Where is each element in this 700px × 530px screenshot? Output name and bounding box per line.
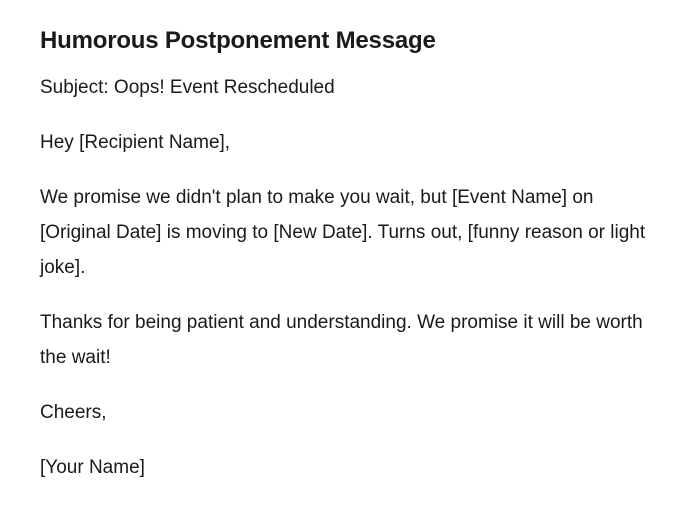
body-paragraph-1: We promise we didn't plan to make you wait, but [Event Name] on [Original Date] is moving to [New Date]. Turns out, [funny reason or light joke]. — [40, 187, 646, 278]
closing-line: Cheers, — [40, 402, 107, 423]
document-title: Humorous Postponement Message — [40, 27, 436, 54]
signature-line: [Your Name] — [40, 457, 145, 478]
greeting-line: Hey [Recipient Name], — [40, 132, 231, 153]
email-subject: Subject: Oops! Event Rescheduled — [40, 77, 335, 98]
body-paragraph-2: Thanks for being patient and understanding. We promise it will be worth the wait! — [40, 312, 643, 368]
message-document — [40, 26, 650, 505]
